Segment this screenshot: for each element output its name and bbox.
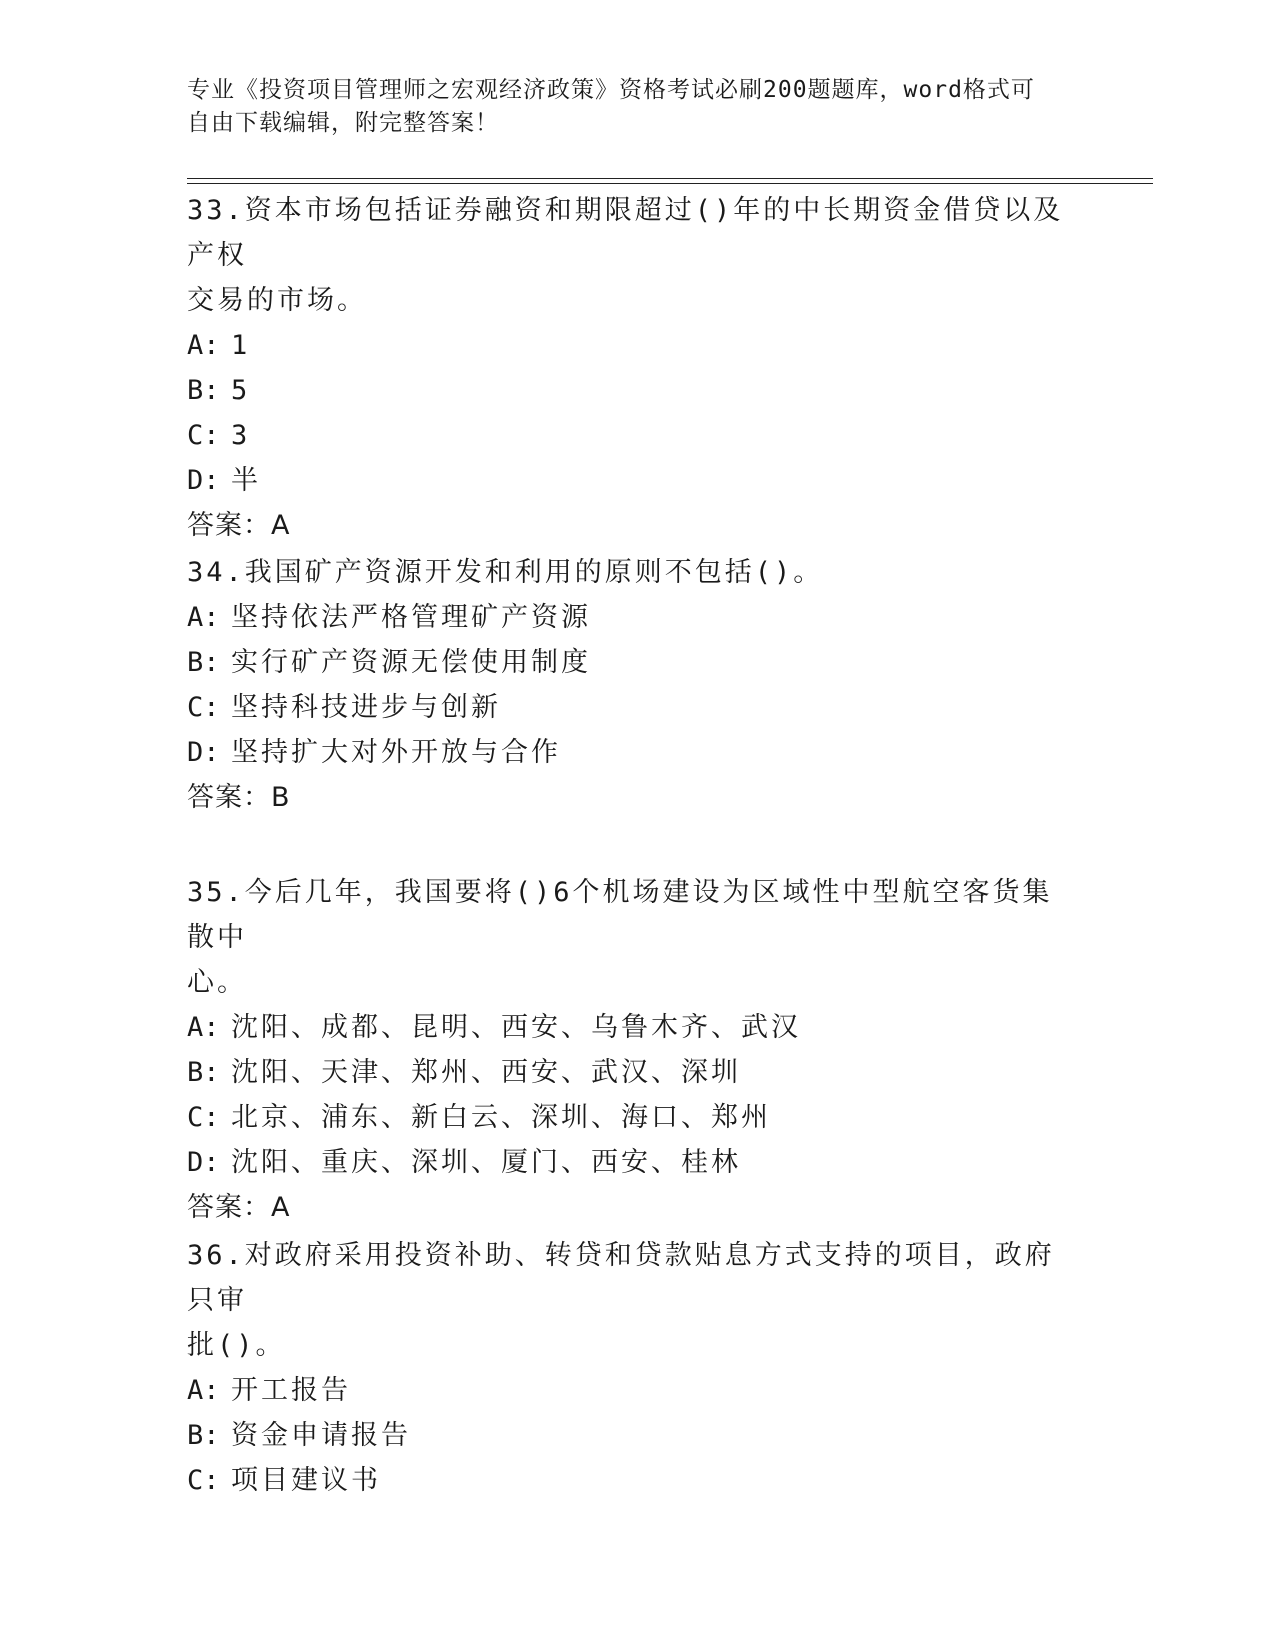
answer-line: 答案：A <box>187 1192 291 1223</box>
option-text: 坚持依法严格管理矿产资源 <box>231 602 591 633</box>
option-text: 实行矿产资源无偿使用制度 <box>231 647 591 678</box>
option-c <box>187 1095 1077 1140</box>
option-label: A: <box>187 1012 220 1043</box>
option-label: D: <box>187 737 220 768</box>
option-text: 半 <box>231 465 261 496</box>
option-text: 沈阳、重庆、深圳、厦门、西安、桂林 <box>231 1147 741 1178</box>
option-text: 资金申请报告 <box>231 1420 411 1451</box>
question-stem: 34.我国矿产资源开发和利用的原则不包括()。 <box>187 557 824 588</box>
question-stem-continued: 心。 <box>187 967 247 998</box>
question-33 <box>187 188 1077 548</box>
option-label: A: <box>187 602 220 633</box>
option-a <box>187 595 1077 640</box>
option-label: B: <box>187 375 220 406</box>
option-label: C: <box>187 1102 220 1133</box>
option-label: B: <box>187 1057 220 1088</box>
header-line-2: 自由下载编辑，附完整答案！ <box>187 110 499 136</box>
option-label: C: <box>187 1465 220 1496</box>
question-stem-continued: 交易的市场。 <box>187 285 367 316</box>
header-line-1: 专业《投资项目管理师之宏观经济政策》资格考试必刷200题题库，word格式可 <box>187 77 1035 103</box>
option-label: B: <box>187 1420 220 1451</box>
option-d <box>187 730 1077 775</box>
document-header <box>187 74 1067 140</box>
question-stem-continued: 批()。 <box>187 1330 286 1361</box>
option-b <box>187 1050 1077 1095</box>
option-a <box>187 1005 1077 1050</box>
option-text: 5 <box>231 375 251 406</box>
option-text: 项目建议书 <box>231 1465 381 1496</box>
option-label: C: <box>187 692 220 723</box>
option-label: A: <box>187 1375 220 1406</box>
option-c <box>187 413 1077 458</box>
option-d <box>187 1140 1077 1185</box>
option-text: 1 <box>231 330 251 361</box>
option-label: C: <box>187 420 220 451</box>
option-text: 沈阳、成都、昆明、西安、乌鲁木齐、武汉 <box>231 1012 801 1043</box>
question-stem: 36.对政府采用投资补助、转贷和贷款贴息方式支持的项目，政府只审 <box>187 1240 1055 1316</box>
option-c <box>187 685 1077 730</box>
option-label: D: <box>187 465 220 496</box>
question-35 <box>187 870 1077 1230</box>
option-label: B: <box>187 647 220 678</box>
option-b <box>187 368 1077 413</box>
option-label: D: <box>187 1147 220 1178</box>
header-divider-bottom <box>187 183 1153 184</box>
option-a <box>187 323 1077 368</box>
option-d <box>187 458 1077 503</box>
option-text: 开工报告 <box>231 1375 351 1406</box>
question-36 <box>187 1233 1077 1503</box>
option-c <box>187 1458 1077 1503</box>
option-b <box>187 640 1077 685</box>
header-divider-top <box>187 178 1153 179</box>
option-a <box>187 1368 1077 1413</box>
option-label: A: <box>187 330 220 361</box>
answer-line: 答案：A <box>187 510 291 541</box>
option-text: 坚持扩大对外开放与合作 <box>231 737 561 768</box>
option-text: 沈阳、天津、郑州、西安、武汉、深圳 <box>231 1057 741 1088</box>
question-stem: 33.资本市场包括证券融资和期限超过()年的中长期资金借贷以及产权 <box>187 195 1064 271</box>
option-text: 坚持科技进步与创新 <box>231 692 501 723</box>
question-stem: 35.今后几年，我国要将()6个机场建设为区域性中型航空客货集散中 <box>187 877 1053 953</box>
option-text: 3 <box>231 420 251 451</box>
option-text: 北京、浦东、新白云、深圳、海口、郑州 <box>231 1102 771 1133</box>
option-b <box>187 1413 1077 1458</box>
question-34 <box>187 550 1077 820</box>
answer-line: 答案：B <box>187 782 291 813</box>
